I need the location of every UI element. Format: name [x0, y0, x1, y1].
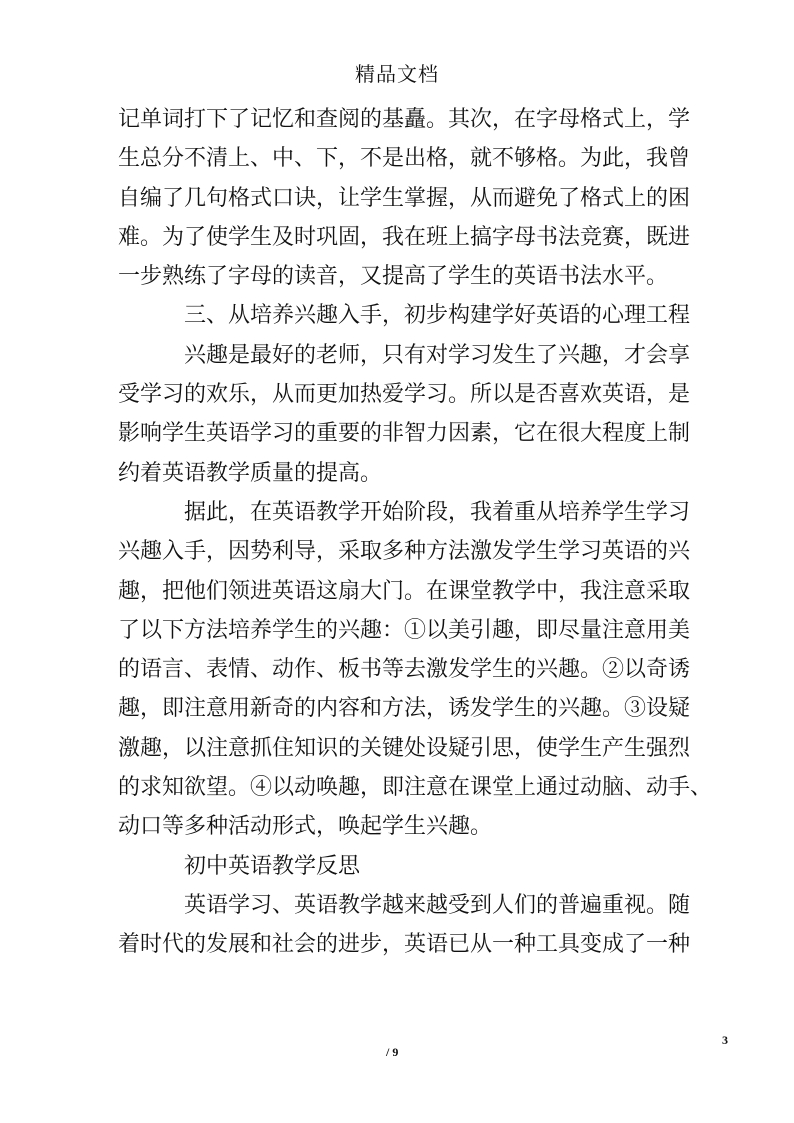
text-line: 兴趣入手，因势利导，采取多种方法激发学生学习英语的兴	[118, 539, 691, 565]
body-text	[118, 100, 713, 965]
text-line: 一步熟练了字母的读音，又提高了学生的英语书法水平。	[118, 264, 669, 290]
text-line: 记单词打下了记忆和查阅的基矗。其次，在字母格式上，学	[118, 107, 691, 132]
page-number: 3	[722, 1033, 728, 1047]
page-total: / 9	[386, 1045, 399, 1059]
text-line: 趣，把他们领进英语这扇大门。在课堂教学中，我注意采取	[118, 578, 691, 604]
text-line: 影响学生英语学习的重要的非智力因素，它在很大程度上制	[118, 421, 691, 447]
text-line: 趣，即注意用新奇的内容和方法，诱发学生的兴趣。③设疑	[118, 696, 691, 722]
text-line: 的语言、表情、动作、板书等去激发学生的兴趣。②以奇诱	[118, 657, 691, 683]
text-line: 兴趣是最好的老师，只有对学习发生了兴趣，才会享	[184, 342, 691, 368]
text-line: 的求知欲望。④以动唤趣，即注意在课堂上通过动脑、动手、	[118, 775, 713, 801]
text-line: 难。为了使学生及时巩固，我在班上搞字母书法竞赛，既进	[118, 224, 691, 250]
text-line: 生总分不清上、中、下，不是出格，就不够格。为此，我曾	[118, 146, 691, 172]
text-line: 了以下方法培养学生的兴趣：①以美引趣，即尽量注意用美	[118, 617, 691, 643]
text-line: 约着英语教学质量的提高。	[118, 460, 383, 486]
text-line: 受学习的欢乐，从而更加热爱学习。所以是否喜欢英语，是	[118, 382, 691, 408]
section-heading: 三、从培养兴趣入手，初步构建学好英语的心理工程	[184, 303, 691, 329]
text-line: 英语学习、英语教学越来越受到人们的普遍重视。随	[184, 892, 691, 918]
text-line: 着时代的发展和社会的进步，英语已从一种工具变成了一种	[118, 932, 691, 958]
page-header-title: 精品文档	[355, 62, 439, 86]
text-line: 据此，在英语教学开始阶段，我着重从培养学生学习	[184, 499, 691, 525]
text-line: 激趣，以注意抓住知识的关键处设疑引思，使学生产生强烈	[118, 735, 691, 761]
article-title: 初中英语教学反思	[184, 853, 361, 879]
text-line: 动口等多种活动形式，唤起学生兴趣。	[118, 814, 493, 840]
text-line: 自编了几句格式口诀，让学生掌握，从而避免了格式上的困	[118, 185, 691, 211]
